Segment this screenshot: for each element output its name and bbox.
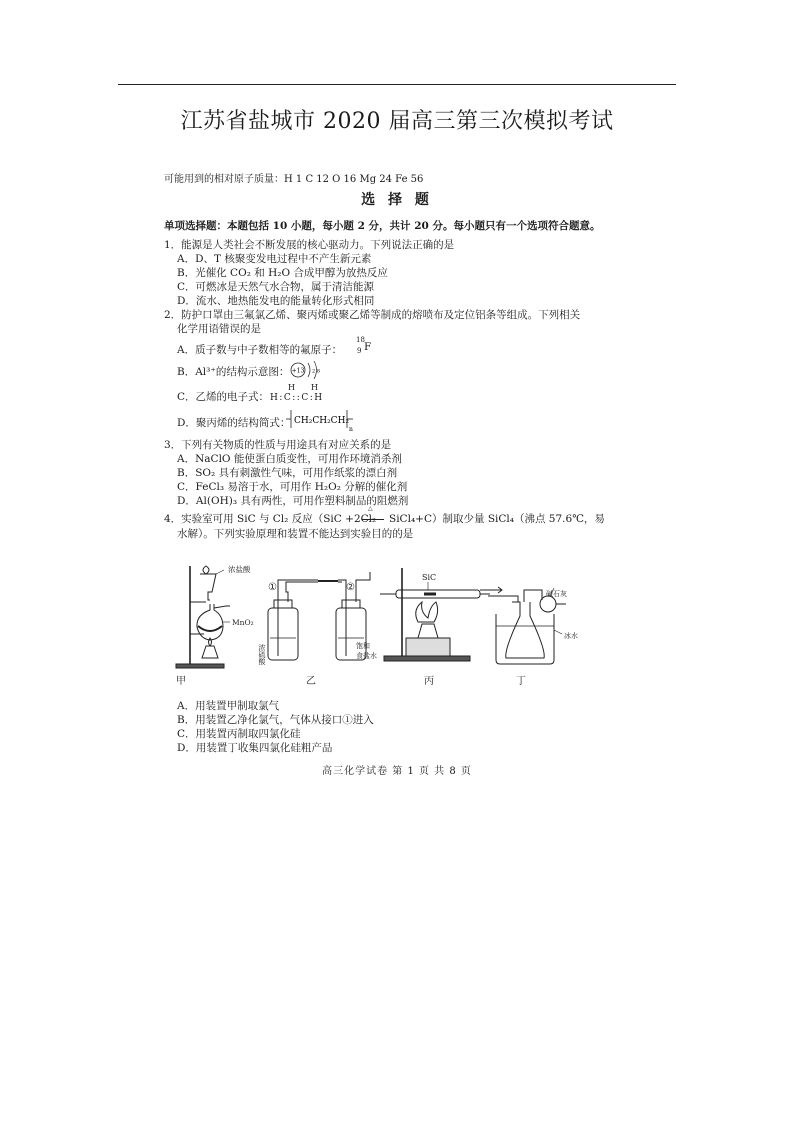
label-brine: 食盐水 xyxy=(356,652,377,660)
polymer-unit: CH₂CH₂CH₂ xyxy=(294,416,350,426)
yi-long-tube-2 xyxy=(338,580,346,656)
ding-inlet-tube xyxy=(488,596,518,602)
al-ion-structure-diagram xyxy=(288,358,328,382)
label-conc-hcl: 浓盐酸 xyxy=(228,565,251,574)
q3-option-a: A．NaClO 能使蛋白质变性，可用作环境消杀剂 xyxy=(177,453,402,465)
ding-flask xyxy=(506,602,544,658)
q3-stem: 3．下列有关物质的性质与用途具有对应关系的是 xyxy=(164,439,392,451)
yi-outlet-tube-2 xyxy=(356,572,370,602)
apparatus-jia xyxy=(176,566,230,668)
page-title: 江苏省盐城市 2020 届高三第三次模拟考试 xyxy=(180,109,614,134)
q4-option-b: B．用装置乙净化氯气，气体从接口①进入 xyxy=(177,714,374,726)
page-footer: 高三化学试卷 第 1 页 共 8 页 xyxy=(322,766,472,777)
fluorine-mass-number: 18 xyxy=(356,336,365,344)
jia-dropping-funnel xyxy=(200,574,216,600)
q3-option-d: D．Al(OH)₃ 具有两性，可用作塑料制品的阻燃剂 xyxy=(177,495,409,507)
al-nucleus-label: +13 xyxy=(291,367,305,375)
polypropylene-formula xyxy=(283,408,363,432)
al-shell-1 xyxy=(308,363,310,377)
yi-stopper-1 xyxy=(274,600,292,608)
q1-option-a: A．D、T 核聚变发电过程中不产生新元素 xyxy=(177,253,372,265)
polymer-n: n xyxy=(349,426,353,432)
q1-stem: 1．能源是人类社会不断发展的核心驱动力。下列说法正确的是 xyxy=(164,239,455,251)
q3-option-c: C．FeCl₃ 易溶于水，可用作 H₂O₂ 分解的催化剂 xyxy=(177,481,408,493)
q4-stem-line1a: 4．实验室可用 SiC 与 Cl₂ 反应（SiC +2Cl₂ xyxy=(164,513,377,525)
header-rule xyxy=(118,84,676,85)
caption-ding: 丁 xyxy=(516,676,526,687)
fluorine-atomic-number: 9 xyxy=(357,347,362,355)
label-conc-h2so4: 浓硫酸 xyxy=(258,644,266,665)
label-saturated: 饱和 xyxy=(356,642,370,650)
bing-tube xyxy=(396,590,480,598)
jia-stand-base xyxy=(176,664,224,668)
al-shell-electrons: 2 8 xyxy=(312,368,320,375)
jia-flask xyxy=(197,604,223,640)
atomic-masses: 可能用到的相对原子质量：H 1 C 12 O 16 Mg 24 Fe 56 xyxy=(164,174,424,185)
q4-option-d: D．用装置丁收集四氯化硅粗产品 xyxy=(177,742,333,754)
bing-heater-block xyxy=(406,638,450,656)
jia-funnel-stopper xyxy=(203,566,209,574)
caption-jia: 甲 xyxy=(176,676,186,687)
caption-yi: 乙 xyxy=(306,676,316,687)
q4-stem-line2: 水解）。下列实验原理和装置不能达到实验目的的是 xyxy=(177,528,414,540)
label-ice-water: 冰水 xyxy=(564,632,578,640)
jia-funnel-leader xyxy=(216,570,224,574)
q2-stem-line1: 2．防护口罩由三氟氯乙烯、聚丙烯或聚乙烯等制成的熔喷布及定位铝条等组成。下列相关 xyxy=(164,309,581,321)
ethylene-upper-h-2: H xyxy=(311,383,318,392)
section-title: 选 择 题 xyxy=(361,192,433,208)
instructions: 单项选择题：本题包括 10 小题，每小题 2 分，共计 20 分。每小题只有一个选项符合题意。 xyxy=(164,220,601,232)
q1-option-b: B．光催化 CO₂ 和 H₂O 合成甲醇为放热反应 xyxy=(177,267,388,279)
jia-outlet-tube xyxy=(214,606,230,608)
q1-option-c: C．可燃冰是天然气水合物，属于清洁能源 xyxy=(177,281,375,293)
q4-reaction-arrow-bar xyxy=(362,519,384,520)
ding-ice-water-leader xyxy=(554,630,562,634)
ding-drying-tube-link xyxy=(524,590,542,602)
bing-flame xyxy=(416,602,438,622)
q2-option-b: B．Al³⁺的结构示意图： xyxy=(177,366,290,378)
bing-stand-base xyxy=(384,656,470,661)
q4-stem-line1b: SiCl₄+C）制取少量 SiCl₄（沸点 57.6℃，易 xyxy=(389,513,605,525)
ethylene-upper-h-1: H xyxy=(288,383,295,392)
bing-burner xyxy=(418,624,438,638)
q4-reaction-condition: △ xyxy=(368,505,373,512)
fluorine-symbol: F xyxy=(364,341,372,353)
jia-flame xyxy=(209,638,212,646)
yi-short-tube-1 xyxy=(286,582,318,602)
label-mno2: MnO₂ xyxy=(232,618,254,627)
yi-stopper-2 xyxy=(342,600,360,608)
q2-option-d: D．聚丙烯的结构简式： xyxy=(177,417,291,429)
q2-option-c: C．乙烯的电子式： xyxy=(177,391,270,403)
apparatus-figure xyxy=(170,560,590,690)
label-sic: SiC xyxy=(422,573,437,582)
q2-option-a: A．质子数与中子数相等的氟原子： xyxy=(177,344,343,356)
yi-tube-1 xyxy=(278,580,318,588)
jia-mno2-solid xyxy=(198,626,222,631)
ethylene-electron-formula: H:C::C:H xyxy=(270,393,324,403)
label-port-2: ② xyxy=(346,582,355,593)
q1-option-d: D．流水、地热能发电的能量转化形式相同 xyxy=(177,295,375,307)
caption-bing: 丙 xyxy=(424,676,434,687)
ding-beaker xyxy=(496,614,554,664)
yi-bottle-1 xyxy=(268,608,298,660)
ding-soda-lime-bulb xyxy=(540,596,556,612)
q4-option-c: C．用装置丙制取四氯化硅 xyxy=(177,728,301,740)
q2-stem-line2: 化学用语错误的是 xyxy=(177,323,261,335)
q4-option-a: A．用装置甲制取氯气 xyxy=(177,700,280,712)
apparatus-ding xyxy=(480,587,566,664)
label-soda-lime: 碱石灰 xyxy=(546,590,567,598)
label-port-1: ① xyxy=(268,582,277,593)
jia-burner xyxy=(202,646,218,658)
q3-option-b: B．SO₂ 具有刺激性气味，可用作纸浆的漂白剂 xyxy=(177,467,398,479)
